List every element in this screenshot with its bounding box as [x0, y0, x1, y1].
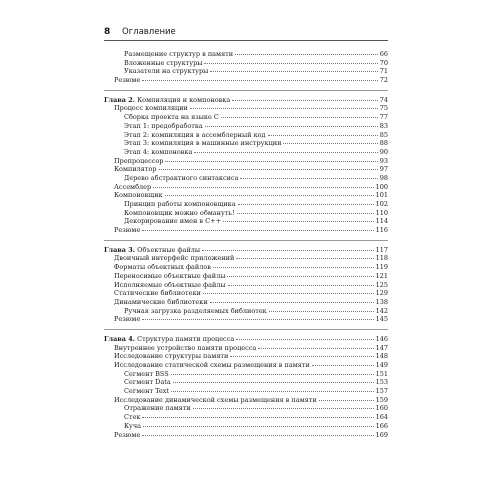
toc-entry-text: Сегмент BSS — [124, 369, 169, 378]
toc-entry-title — [114, 254, 234, 263]
toc-page-number: 148 — [375, 352, 388, 361]
toc-page-number: 125 — [375, 280, 388, 289]
dot-leader — [190, 108, 378, 109]
dot-leader — [312, 365, 374, 366]
toc-page-number: 129 — [375, 289, 388, 298]
toc-entry[interactable] — [104, 272, 388, 281]
dot-leader — [235, 54, 378, 55]
toc-page-number: 117 — [375, 245, 388, 254]
dot-leader — [202, 250, 374, 251]
toc-entry-text: Исследование структуры памяти — [114, 352, 229, 361]
toc-entry-text: Вложенные структуры — [124, 58, 203, 67]
toc-entry[interactable] — [104, 431, 388, 440]
toc-entry-text: Переносимые объектные файлы — [114, 271, 226, 280]
toc-entry-title — [124, 422, 141, 431]
toc-entry[interactable] — [104, 113, 388, 122]
dot-leader — [142, 80, 377, 81]
dot-leader — [237, 213, 374, 214]
toc-entry-text: Компиляция и компоновка — [135, 95, 231, 104]
toc-page-number: 116 — [375, 226, 388, 235]
page-number: 8 — [104, 27, 111, 37]
toc-page-number: 74 — [379, 95, 388, 104]
dot-leader — [238, 204, 374, 205]
toc-entry-title — [114, 183, 151, 192]
toc-page-number: 114 — [375, 217, 388, 226]
dot-leader — [236, 258, 373, 259]
chapter-divider — [104, 240, 388, 241]
toc-chapter-row[interactable] — [104, 96, 388, 105]
header-title: Оглавление — [122, 27, 176, 37]
toc-entry-title — [124, 307, 267, 316]
toc-entry-text: Процесс компиляции — [114, 104, 188, 113]
toc-entry[interactable] — [104, 174, 388, 183]
dot-leader — [194, 152, 377, 153]
toc-entry-title — [124, 131, 266, 140]
toc-page-number: 153 — [375, 378, 388, 387]
dot-leader — [319, 400, 374, 401]
toc-page-number: 83 — [379, 121, 388, 130]
toc-page-number: 93 — [379, 156, 388, 165]
toc-page-number: 164 — [375, 413, 388, 422]
dot-leader — [165, 161, 377, 162]
toc-page-number: 85 — [379, 130, 388, 139]
toc-entry-title — [114, 157, 163, 166]
toc-entry-text: Исследование статической схемы размещения в памяти — [114, 361, 310, 369]
toc-page-number: 147 — [375, 343, 388, 352]
toc-entry[interactable] — [104, 396, 388, 405]
toc-entry-title — [124, 209, 235, 218]
toc-entry-text: Этап 4: компоновка — [124, 147, 193, 156]
toc-entry-text: Сегмент Data — [124, 378, 171, 387]
toc-entry-text: Декорирование имен в C++ — [124, 217, 222, 226]
toc-entry-title — [124, 413, 140, 422]
toc-page-number: 110 — [375, 208, 388, 217]
toc-entry[interactable] — [104, 254, 388, 263]
dot-leader — [142, 230, 373, 231]
toc-entry-text: Исполняемые объектные файлы — [114, 280, 226, 289]
toc-page-number: 88 — [379, 139, 388, 148]
toc-entry-title — [104, 96, 230, 105]
toc-entry-text: Куча — [124, 421, 142, 430]
dot-leader — [236, 339, 373, 340]
toc-entry-title — [124, 387, 169, 396]
toc-entry-text: Препроцессор — [114, 156, 164, 165]
toc-entry-title — [114, 165, 157, 174]
toc-page-number: 118 — [375, 254, 388, 263]
toc-entry[interactable] — [104, 165, 388, 174]
toc-entry[interactable] — [104, 59, 388, 68]
toc-entry-title — [114, 289, 201, 298]
dot-leader — [228, 285, 374, 286]
toc-entry-text: Этап 1: предобработка — [124, 121, 203, 130]
dot-leader — [165, 195, 374, 196]
toc-page-number: 98 — [379, 173, 388, 182]
dot-leader — [193, 408, 374, 409]
dot-leader — [203, 293, 374, 294]
toc-entry-text: Ручная загрузка разделяемых библиотек — [124, 306, 267, 315]
toc-entry-title — [114, 361, 310, 370]
toc-entry-title — [124, 370, 169, 379]
toc-page-number: 142 — [375, 306, 388, 315]
toc-entry-text: Резюме — [114, 226, 141, 235]
chapter-number: Глава 4. — [104, 334, 136, 343]
table-of-contents — [104, 50, 388, 439]
toc-entry-text: Исследование динамической схемы размещения в памяти — [114, 395, 317, 404]
dot-leader — [153, 187, 373, 188]
toc-entry-text: Сегмент Text — [124, 387, 170, 396]
toc-page-number: 100 — [375, 182, 388, 191]
toc-entry[interactable] — [104, 148, 388, 157]
toc-entry-text: Стек — [124, 413, 141, 422]
toc-page-number: 66 — [379, 50, 388, 58]
toc-entry[interactable] — [104, 307, 388, 316]
toc-entry-text: Дерево абстрактного синтаксиса — [124, 173, 239, 182]
toc-entry[interactable] — [104, 344, 388, 353]
chapter-number: Глава 2. — [104, 95, 136, 104]
dot-leader — [204, 63, 377, 64]
toc-page-number: 149 — [375, 361, 388, 369]
toc-entry-text: Этап 3: компиляция в машинные инструкции — [124, 139, 282, 148]
toc-entry[interactable] — [104, 209, 388, 218]
dot-leader — [268, 135, 378, 136]
toc-entry-title — [124, 174, 238, 183]
toc-entry-title — [114, 191, 163, 200]
toc-page-number: 159 — [375, 395, 388, 404]
toc-entry[interactable] — [104, 191, 388, 200]
toc-entry[interactable] — [104, 289, 388, 298]
dot-leader — [173, 382, 374, 383]
toc-entry[interactable] — [104, 413, 388, 422]
toc-chapter-row[interactable] — [104, 335, 388, 344]
dot-leader — [142, 319, 373, 320]
toc-entry[interactable] — [104, 387, 388, 396]
toc-page-number: 166 — [375, 421, 388, 430]
toc-entry-text: Отражение памяти — [124, 404, 191, 413]
toc-entry-title — [114, 226, 140, 235]
toc-entry-title — [124, 200, 236, 209]
dot-leader — [230, 356, 373, 357]
toc-entry-text: Размещение структур в памяти — [124, 50, 234, 58]
toc-page-number: 70 — [379, 58, 388, 67]
toc-entry-title — [114, 104, 188, 113]
dot-leader — [159, 169, 378, 170]
toc-page-number: 169 — [375, 430, 388, 439]
toc-entry-title — [124, 148, 192, 157]
toc-page-number: 138 — [375, 297, 388, 306]
toc-entry[interactable] — [104, 315, 388, 324]
toc-entry-text: Форматы объектных файлов — [114, 263, 211, 272]
dot-leader — [283, 143, 377, 144]
toc-entry-text: Резюме — [114, 76, 141, 85]
toc-page-number: 97 — [379, 165, 388, 174]
toc-page-number: 146 — [375, 334, 388, 343]
toc-page-number: 102 — [375, 200, 388, 208]
dot-leader — [142, 435, 373, 436]
toc-entry[interactable] — [104, 422, 388, 431]
dot-leader — [258, 348, 373, 349]
toc-entry-title — [124, 139, 281, 148]
toc-entry-text: Статические библиотеки — [114, 289, 201, 298]
toc-entry-text: Компоновщик — [114, 191, 163, 200]
chapter-divider — [104, 90, 388, 91]
toc-entry-title — [114, 344, 256, 353]
toc-page-number: 151 — [375, 369, 388, 378]
toc-entry-title — [114, 281, 226, 290]
toc-entry-text: Принцип работы компоновщика — [124, 200, 236, 208]
toc-entry-title — [114, 396, 317, 405]
toc-entry-title — [124, 122, 203, 131]
toc-entry-text: Объектные файлы — [135, 245, 201, 254]
toc-entry-title — [124, 50, 233, 59]
toc-entry[interactable] — [104, 281, 388, 290]
toc-page-number: 145 — [375, 315, 388, 324]
toc-entry-title — [124, 404, 191, 413]
toc-page-number: 71 — [379, 67, 388, 76]
toc-page-number: 160 — [375, 404, 388, 413]
dot-leader — [227, 276, 373, 277]
toc-entry[interactable] — [104, 139, 388, 148]
dot-leader — [221, 117, 378, 118]
toc-entry-title — [114, 352, 228, 361]
toc-entry[interactable] — [104, 378, 388, 387]
toc-chapter-row[interactable] — [104, 246, 388, 255]
toc-entry-text: Сборка проекта на языке C — [124, 113, 219, 122]
toc-entry[interactable] — [104, 370, 388, 379]
toc-entry-text: Резюме — [114, 315, 141, 324]
toc-page-number: 72 — [379, 76, 388, 85]
dot-leader — [223, 221, 374, 222]
toc-entry[interactable] — [104, 404, 388, 413]
toc-entry-title — [124, 113, 219, 122]
toc-entry-text: Резюме — [114, 430, 141, 439]
toc-page-number: 121 — [375, 271, 388, 280]
toc-entry-text: Внутреннее устройство памяти процесса — [114, 343, 257, 352]
dot-leader — [232, 100, 377, 101]
toc-entry[interactable] — [104, 157, 388, 166]
dot-leader — [213, 267, 374, 268]
toc-entry-text: Компоновщик можно обмануть! — [124, 208, 235, 217]
toc-entry-title — [124, 378, 171, 387]
toc-entry-title — [104, 335, 234, 344]
toc-entry[interactable] — [104, 226, 388, 235]
toc-entry-text: Этап 2: компиляция в ассемблерный код — [124, 130, 266, 139]
dot-leader — [210, 71, 377, 72]
dot-leader — [240, 178, 377, 179]
toc-entry[interactable] — [104, 183, 388, 192]
toc-entry-title — [124, 217, 221, 226]
dot-leader — [210, 302, 374, 303]
toc-entry[interactable] — [104, 217, 388, 226]
toc-entry-text: Динамические библиотеки — [114, 297, 208, 306]
toc-entry-text: Компилятор — [114, 165, 157, 174]
toc-page-number: 75 — [379, 104, 388, 113]
toc-entry-title — [114, 263, 211, 272]
toc-page-number: 119 — [375, 263, 388, 272]
chapter-number: Глава 3. — [104, 245, 136, 254]
dot-leader — [205, 126, 378, 127]
toc-entry[interactable] — [104, 263, 388, 272]
dot-leader — [171, 374, 374, 375]
toc-entry-title — [114, 431, 140, 440]
toc-entry-text: Ассемблер — [114, 182, 152, 191]
toc-entry[interactable] — [104, 67, 388, 76]
dot-leader — [142, 417, 373, 418]
page-header — [104, 26, 388, 41]
toc-entry[interactable] — [104, 298, 388, 307]
toc-entry-title — [114, 315, 140, 324]
toc-page-number: 157 — [375, 387, 388, 396]
dot-leader — [143, 426, 374, 427]
toc-entry-title — [114, 298, 208, 307]
dot-leader — [269, 311, 374, 312]
toc-entry[interactable] — [104, 131, 388, 140]
chapter-divider — [104, 329, 388, 330]
toc-entry[interactable] — [104, 50, 388, 59]
toc-entry-text: Структура памяти процесса — [135, 334, 235, 343]
toc-entry[interactable] — [104, 122, 388, 131]
toc-entry-title — [114, 272, 225, 281]
toc-entry-text: Двоичный интерфейс приложений — [114, 254, 235, 263]
toc-entry-title — [104, 246, 200, 255]
toc-entry-text: Указатели на структуры — [124, 67, 209, 76]
toc-page-number: 90 — [379, 147, 388, 156]
dot-leader — [171, 391, 374, 392]
toc-entry-title — [114, 76, 140, 85]
toc-entry-title — [124, 59, 202, 68]
toc-entry[interactable] — [104, 104, 388, 113]
toc-page-number: 77 — [379, 113, 388, 122]
toc-entry[interactable] — [104, 76, 388, 85]
toc-entry[interactable] — [104, 361, 388, 370]
toc-page-number: 101 — [375, 191, 388, 200]
toc-entry[interactable] — [104, 200, 388, 209]
toc-entry[interactable] — [104, 352, 388, 361]
toc-entry-title — [124, 67, 208, 76]
